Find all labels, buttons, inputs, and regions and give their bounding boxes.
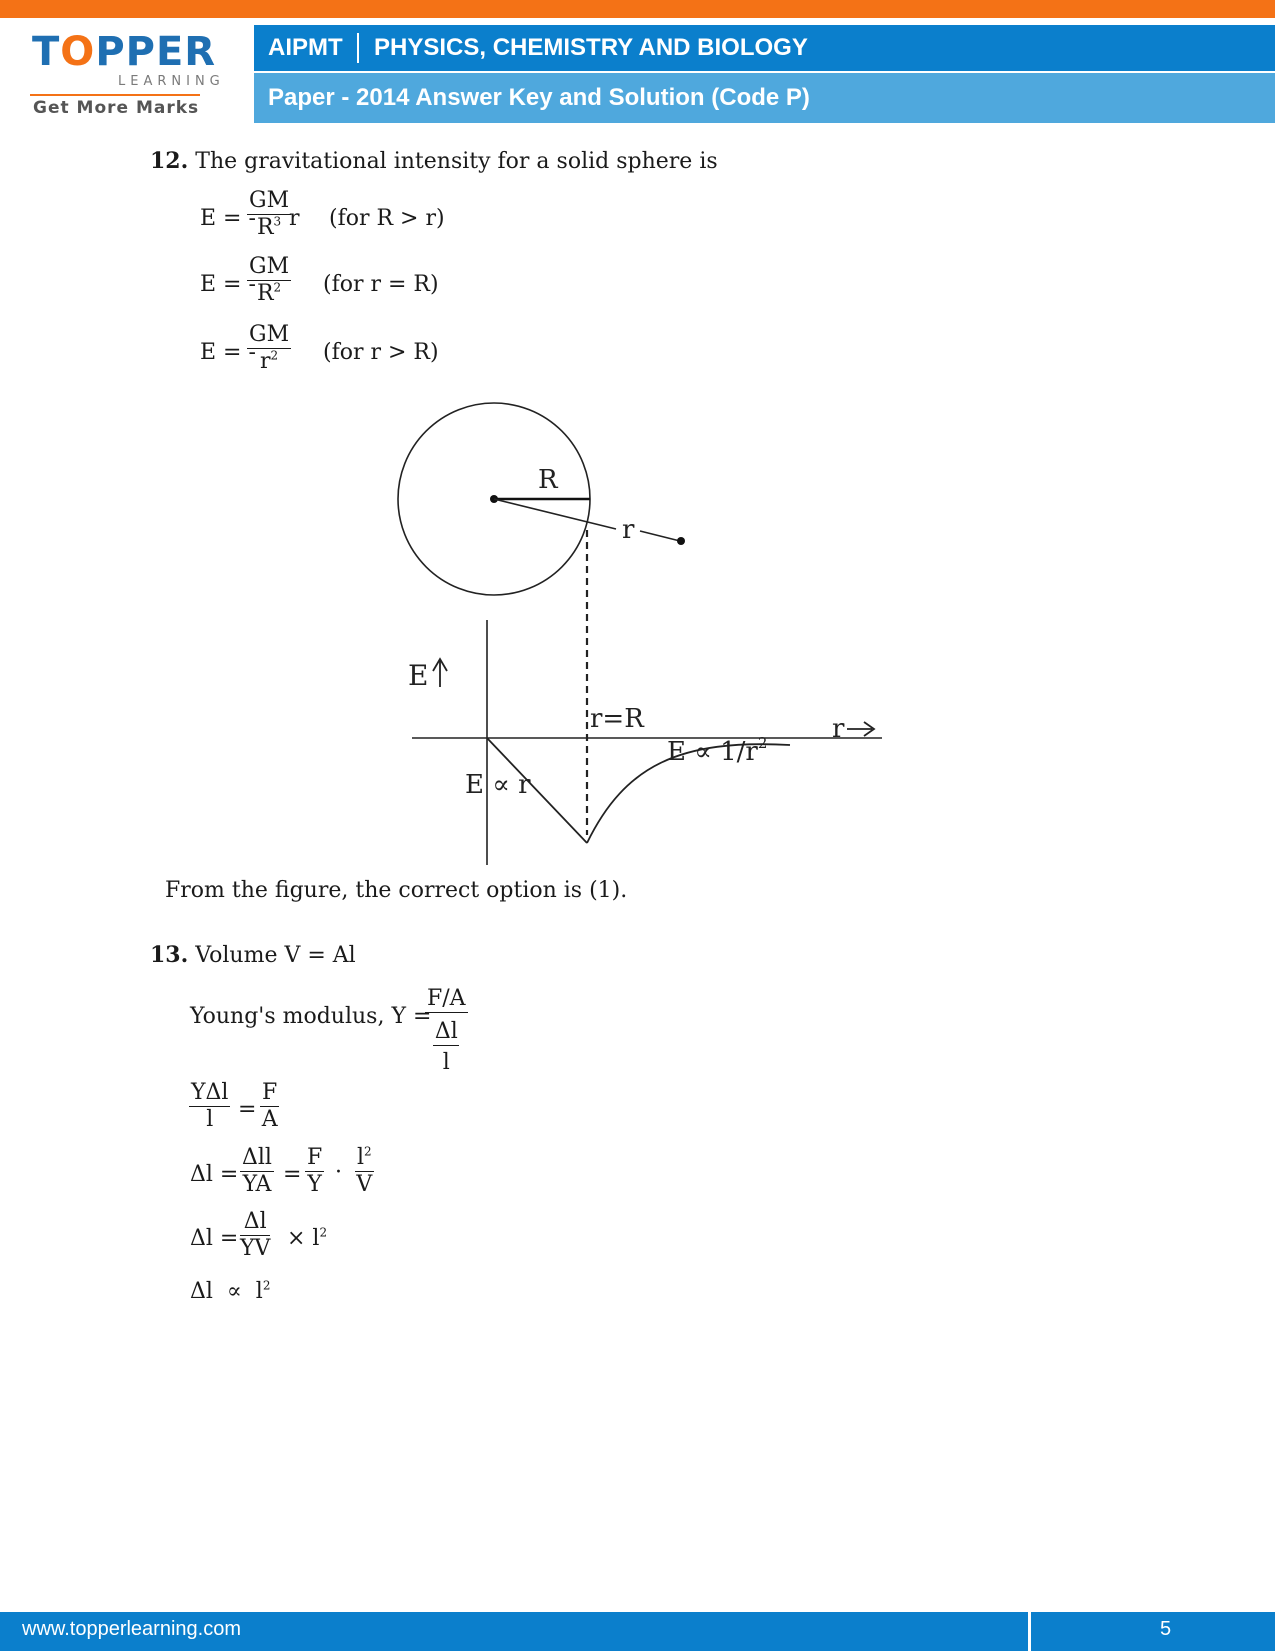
q12-eq2-fraction (247, 254, 291, 307)
s3-n1: Δl (240, 1209, 270, 1236)
q12-eq3-fraction (247, 322, 291, 375)
eq3-num: GM (249, 322, 290, 347)
point-dot (677, 537, 685, 545)
axis-label-E: E (408, 659, 429, 692)
s2-d2: Y (307, 1172, 322, 1197)
q12-eq3-lhs: E = - (200, 340, 256, 365)
eq3-den-base: r (259, 349, 271, 374)
young-num: F/A (427, 986, 466, 1011)
eq2-den (247, 281, 291, 307)
axis-label-r: r (832, 714, 845, 744)
eq2-den-base: R (256, 281, 274, 306)
s1-equals: = (238, 1097, 257, 1122)
footer-url[interactable]: www.topperlearning.com (22, 1618, 241, 1640)
young-lhs: Young's modulus, Y = (190, 1004, 432, 1029)
s4-result (190, 1279, 270, 1304)
q12-eq1-lhs: E = - (200, 206, 256, 231)
header-title-bar (254, 25, 1275, 71)
label-R: R (538, 465, 558, 495)
eq1-den-base: R (256, 215, 274, 240)
s2-frac1 (240, 1145, 274, 1198)
logo-tagline: Get More Marks (33, 98, 200, 118)
q13-number: 13. (150, 942, 189, 968)
eq3-condition: (for r > R) (323, 340, 439, 365)
eq1-tail: r (289, 206, 300, 231)
q12-eq2-lhs: E = - (200, 272, 256, 297)
q12-conclusion: From the figure, the correct option is (1). (165, 878, 628, 903)
s1-d1: l (206, 1107, 214, 1132)
eq2-den-exp: 2 (273, 280, 282, 295)
s1-n1: YΔl (191, 1080, 229, 1105)
q13-statement: Volume V = Al (195, 943, 356, 968)
s3-d1: YV (240, 1236, 271, 1261)
young-fraction (425, 986, 468, 1076)
label-outside-base: E ∝ 1/r (667, 737, 758, 767)
s2-d3: V (356, 1172, 373, 1197)
young-den-den: l (442, 1050, 450, 1075)
s2-d1: YA (242, 1172, 272, 1197)
q12-statement: The gravitational intensity for a solid sphere is (195, 149, 718, 174)
eq1-den-exp: 3 (273, 214, 282, 229)
s1-frac2 (260, 1080, 279, 1133)
s2-n2: F (307, 1145, 323, 1170)
eq2-num: GM (249, 254, 290, 279)
eq1-den (247, 215, 291, 241)
q12-number: 12. (150, 148, 189, 174)
logo-sub: LEARNING (118, 74, 225, 89)
s1-n2: F (262, 1080, 278, 1105)
paper-title: Paper - 2014 Answer Key and Solution (Code P) (268, 84, 810, 111)
eq1-num: GM (249, 188, 290, 213)
s3-tail-base: × l (287, 1226, 320, 1251)
logo-brand: TOPPER (32, 29, 217, 75)
distance-line-1 (494, 499, 616, 529)
s2-n1: Δll (242, 1145, 272, 1170)
label-r-equals-R: r=R (590, 704, 644, 734)
gravitational-intensity-figure (380, 395, 920, 875)
s2-n3-base: l (357, 1145, 365, 1170)
s2-equals: = (283, 1162, 302, 1187)
s3-tail-exp: 2 (319, 1225, 328, 1240)
s2-frac2 (305, 1145, 324, 1198)
header-subtitle-bar (254, 73, 1275, 123)
distance-line-2 (640, 531, 680, 541)
s4-exp: 2 (262, 1278, 271, 1293)
exam-name: AIPMT (268, 34, 343, 61)
eq3-den (247, 349, 291, 375)
top-accent-bar (0, 0, 1275, 18)
q12-heading (150, 148, 718, 174)
label-outside-exp: 2 (757, 734, 768, 752)
s2-frac3 (355, 1145, 374, 1198)
footer-divider (1028, 1612, 1031, 1651)
footer-bar (0, 1612, 1275, 1651)
eq2-condition: (for r = R) (323, 272, 439, 297)
q13-heading (150, 942, 356, 968)
s3-lhs: Δl = (190, 1226, 239, 1251)
s4-text: Δl ∝ l (190, 1279, 263, 1304)
eq3-den-exp: 2 (270, 348, 279, 363)
subjects: PHYSICS, CHEMISTRY AND BIOLOGY (374, 34, 808, 61)
logo-rule (30, 94, 200, 96)
s3-tail (287, 1226, 327, 1251)
s3-frac1 (240, 1209, 270, 1262)
logo-star-o: O (60, 29, 96, 75)
s2-dot: · (335, 1160, 342, 1185)
eq1-condition: (for R > r) (329, 206, 445, 231)
q12-eq1-fraction (247, 188, 291, 241)
s1-d2: A (261, 1107, 278, 1132)
topper-logo (30, 29, 225, 120)
s2-lhs: Δl = (190, 1162, 239, 1187)
header-divider (357, 33, 359, 63)
page-number: 5 (1160, 1618, 1172, 1640)
label-outside (667, 734, 767, 767)
label-r: r (622, 515, 635, 545)
young-den-num: Δl (434, 1019, 458, 1044)
label-inside: E ∝ r (465, 770, 531, 800)
s2-n3 (355, 1145, 374, 1172)
s1-frac1 (189, 1080, 230, 1133)
s2-n3-exp: 2 (364, 1144, 372, 1159)
